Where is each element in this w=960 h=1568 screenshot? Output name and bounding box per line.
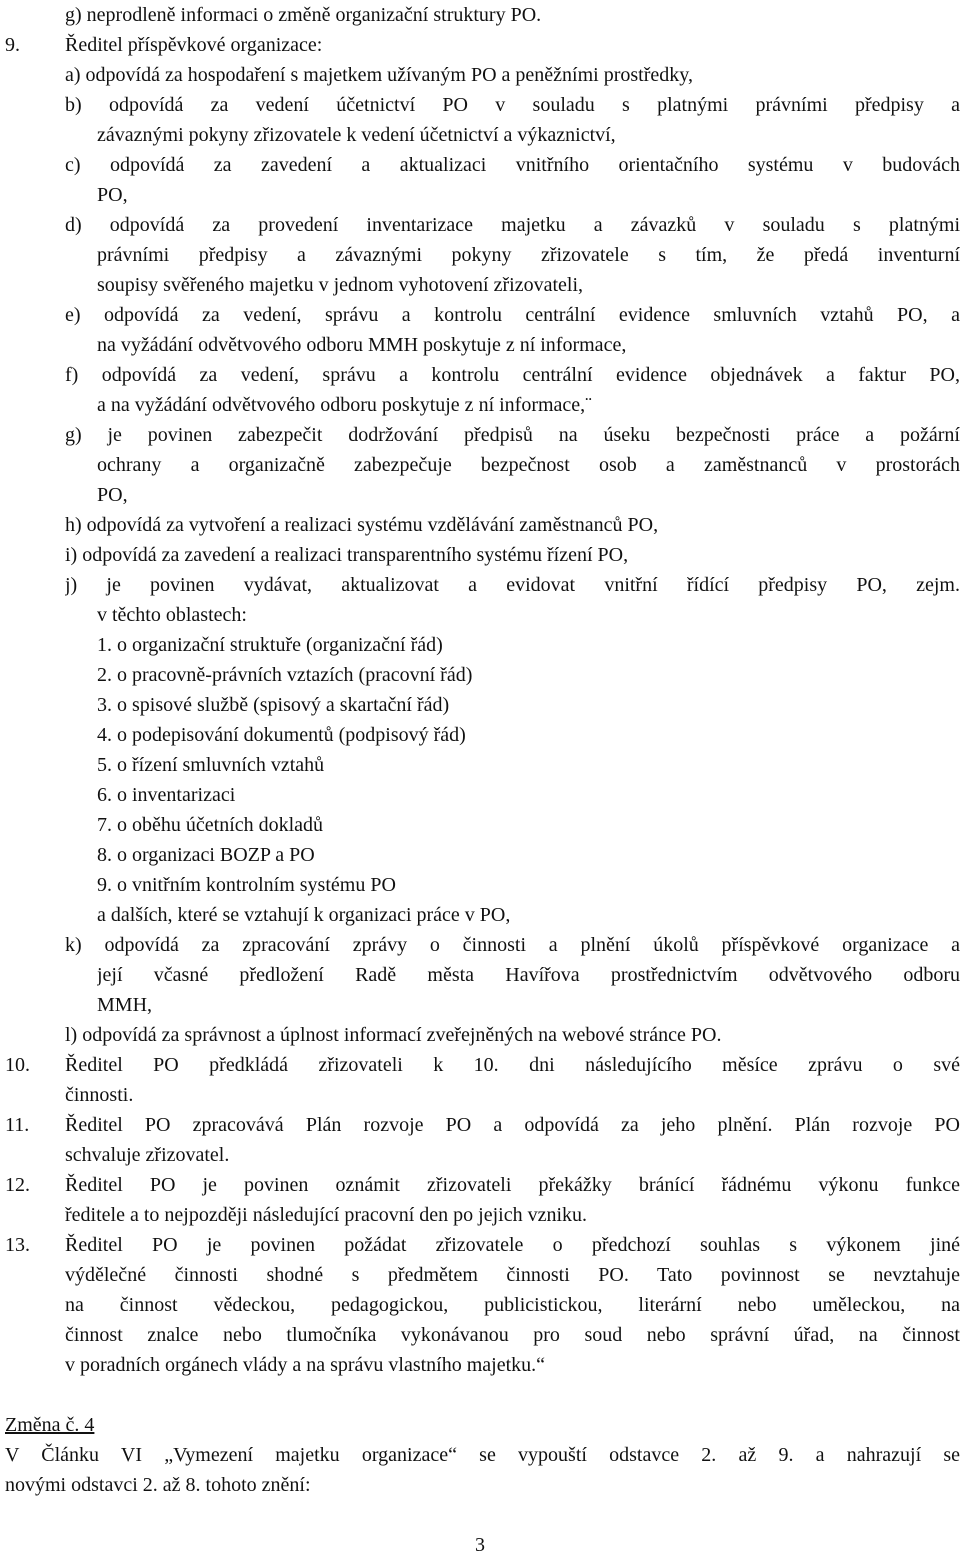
text-line: Ředitel PO zpracovává Plán rozvoje PO a odpovídá za jeho plnění. Plán rozvoje PO: [65, 1114, 960, 1136]
text-line: 3. o spisové službě (spisový a skartační řád): [97, 694, 450, 716]
text-line: l) odpovídá za správnost a úplnost informací zveřejněných na webové stránce PO.: [65, 1024, 722, 1046]
paragraph-number: 10.: [5, 1054, 30, 1076]
text-line: schvaluje zřizovatel.: [65, 1144, 230, 1166]
text-line: k) odpovídá za zpracování zprávy o činnosti a plnění úkolů příspěvkové organizace a: [65, 934, 960, 956]
text-line: činnosti.: [65, 1084, 134, 1106]
text-line: soupisy svěřeného majetku v jednom vyhotovení zřizovateli,: [97, 274, 583, 296]
text-line: její včasné předložení Radě města Havířova prostřednictvím odvětvového odboru: [97, 964, 960, 986]
text-line: 1. o organizační struktuře (organizační řád): [97, 634, 443, 656]
text-line: 6. o inventarizaci: [97, 784, 236, 806]
text-line: a dalších, které se vztahují k organizaci práce v PO,: [97, 904, 511, 926]
text-line: činnost znalce nebo tlumočníka vykonávanou pro soud nebo správní úřad, na činnost: [65, 1324, 960, 1346]
text-line: MMH,: [97, 994, 153, 1016]
text-line: závaznými pokyny zřizovatele k vedení účetnictví a výkaznictví,: [97, 124, 616, 146]
text-line: a) odpovídá za hospodaření s majetkem užívaným PO a peněžními prostředky,: [65, 64, 693, 86]
text-line: 9. o vnitřním kontrolním systému PO: [97, 874, 396, 896]
text-line: na vyžádání odvětvového odboru MMH poskytuje z ní informace,: [97, 334, 627, 356]
paragraph-number: 9.: [5, 34, 20, 56]
text-line: v poradních orgánech vlády a na správu vlastního majetku.“: [65, 1354, 546, 1376]
text-line: h) odpovídá za vytvoření a realizaci systému vzdělávání zaměstnanců PO,: [65, 514, 659, 536]
text-line: Ředitel PO předkládá zřizovateli k 10. dni následujícího měsíce zprávu o své: [65, 1054, 960, 1076]
text-line: 4. o podepisování dokumentů (podpisový řád): [97, 724, 466, 746]
text-line: ředitele a to nejpozději následující pracovní den po jejich vzniku.: [65, 1204, 588, 1226]
paragraph-number: 12.: [5, 1174, 30, 1196]
text-line: právními předpisy a závaznými pokyny zřizovatele s tím, že předá inventurní: [97, 244, 960, 266]
text-line: výdělečné činnosti shodné s předmětem činnosti PO. Tato povinnost se nevztahuje: [65, 1264, 960, 1286]
paragraph-number: 13.: [5, 1234, 30, 1256]
page-number: 3: [475, 1534, 485, 1556]
text-line: f) odpovídá za vedení, správu a kontrolu centrální evidence objednávek a faktur PO,: [65, 364, 960, 386]
text-line: 5. o řízení smluvních vztahů: [97, 754, 325, 776]
text-line: b) odpovídá za vedení účetnictví PO v souladu s platnými právními předpisy a: [65, 94, 960, 116]
text-line: d) odpovídá za provedení inventarizace majetku a závazků v souladu s platnými: [65, 214, 960, 236]
text-line: Ředitel příspěvkové organizace:: [65, 34, 323, 56]
text-line: a na vyžádání odvětvového odboru poskytuje z ní informace,¨: [97, 394, 592, 416]
text-line: v těchto oblastech:: [97, 604, 247, 626]
text-line: g) neprodleně informaci o změně organizační struktury PO.: [65, 4, 542, 26]
text-line: c) odpovídá za zavedení a aktualizaci vnitřního orientačního systému v budovách: [65, 154, 960, 176]
text-line: 2. o pracovně-právních vztazích (pracovní řád): [97, 664, 473, 686]
text-line: j) je povinen vydávat, aktualizovat a evidovat vnitřní řídící předpisy PO, zejm.: [65, 574, 960, 596]
text-line: Ředitel PO je povinen požádat zřizovatele o předchozí souhlas s výkonem jiné: [65, 1234, 960, 1256]
text-line: V Článku VI „Vymezení majetku organizace“ se vypouští odstavce 2. až 9. a nahrazují se: [5, 1444, 960, 1466]
text-line: 8. o organizaci BOZP a PO: [97, 844, 315, 866]
text-line: 7. o oběhu účetních dokladů: [97, 814, 324, 836]
section-heading: Změna č. 4: [5, 1414, 95, 1436]
text-line: i) odpovídá za zavedení a realizaci transparentního systému řízení PO,: [65, 544, 629, 566]
text-line: na činnost vědeckou, pedagogickou, publicistickou, literární nebo uměleckou, na: [65, 1294, 960, 1316]
text-line: e) odpovídá za vedení, správu a kontrolu centrální evidence smluvních vztahů PO, a: [65, 304, 960, 326]
text-line: ochrany a organizačně zabezpečuje bezpečnost osob a zaměstnanců v prostorách: [97, 454, 960, 476]
text-line: g) je povinen zabezpečit dodržování předpisů na úseku bezpečnosti práce a požární: [65, 424, 960, 446]
text-line: Ředitel PO je povinen oznámit zřizovateli překážky bránící řádnému výkonu funkce: [65, 1174, 960, 1196]
text-line: PO,: [97, 184, 128, 206]
text-line: novými odstavci 2. až 8. tohoto znění:: [5, 1474, 311, 1496]
text-line: PO,: [97, 484, 128, 506]
paragraph-number: 11.: [5, 1114, 30, 1136]
